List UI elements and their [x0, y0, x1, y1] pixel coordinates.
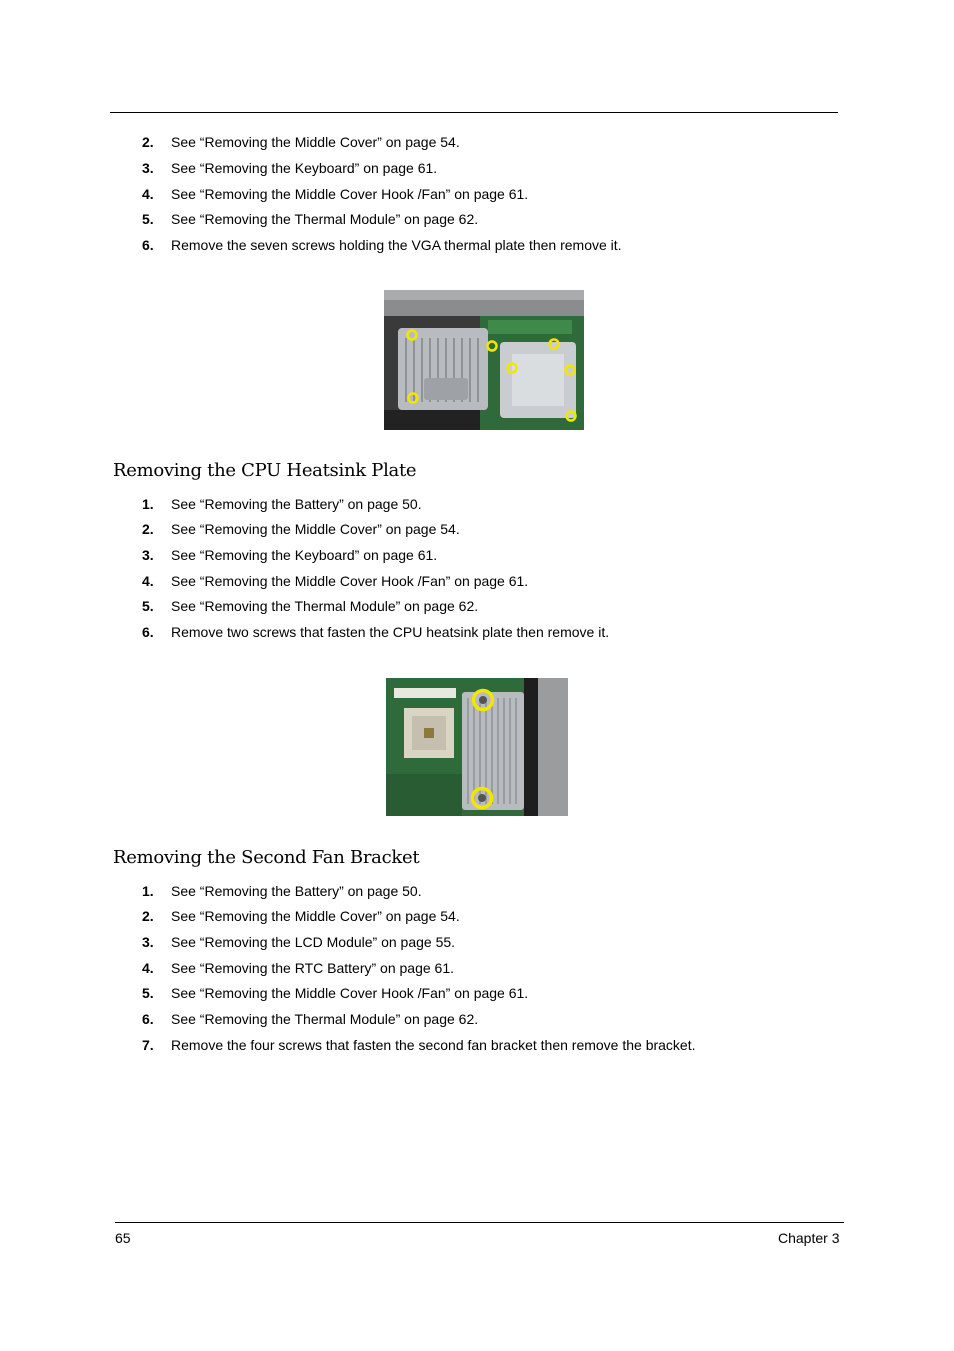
step-number: 3. [142, 934, 154, 950]
step-text: Remove the seven screws holding the VGA thermal plate then remove it. [171, 237, 622, 253]
step-text: See “Removing the Middle Cover” on page 54. [171, 521, 460, 537]
chapter-label: Chapter 3 [778, 1230, 840, 1246]
step-text: See “Removing the Middle Cover Hook /Fan” on page 61. [171, 573, 529, 589]
step-text: See “Removing the Middle Cover Hook /Fan” on page 61. [171, 186, 529, 202]
step-text: See “Removing the Battery” on page 50. [171, 883, 422, 899]
step-number: 2. [142, 908, 154, 924]
step-number: 6. [142, 624, 154, 640]
step-text: See “Removing the Battery” on page 50. [171, 496, 422, 512]
step-number: 4. [142, 960, 154, 976]
cpu-heatsink-plate-photo [386, 678, 568, 816]
step-number: 2. [142, 521, 154, 537]
step-text: See “Removing the Thermal Module” on page 62. [171, 1011, 479, 1027]
step-text: Remove the four screws that fasten the second fan bracket then remove the bracket. [171, 1037, 696, 1053]
page-number: 65 [115, 1230, 131, 1246]
header-rule [110, 112, 838, 113]
section-heading-second-fan-bracket: Removing the Second Fan Bracket [113, 847, 420, 868]
step-number: 1. [142, 496, 154, 512]
step-number: 2. [142, 134, 154, 150]
step-text: See “Removing the Keyboard” on page 61. [171, 547, 438, 563]
step-number: 5. [142, 985, 154, 1001]
step-number: 5. [142, 211, 154, 227]
step-number: 4. [142, 573, 154, 589]
step-number: 7. [142, 1037, 154, 1053]
step-text: See “Removing the Middle Cover” on page 54. [171, 908, 460, 924]
footer-rule [115, 1222, 844, 1223]
step-text: See “Removing the LCD Module” on page 55. [171, 934, 456, 950]
step-number: 4. [142, 186, 154, 202]
step-text: See “Removing the RTC Battery” on page 61. [171, 960, 455, 976]
step-number: 6. [142, 237, 154, 253]
step-text: Remove two screws that fasten the CPU heatsink plate then remove it. [171, 624, 610, 640]
step-text: See “Removing the Thermal Module” on page 62. [171, 598, 479, 614]
step-number: 6. [142, 1011, 154, 1027]
step-text: See “Removing the Middle Cover Hook /Fan” on page 61. [171, 985, 529, 1001]
step-number: 1. [142, 883, 154, 899]
vga-thermal-plate-photo [384, 290, 584, 430]
step-number: 5. [142, 598, 154, 614]
step-text: See “Removing the Middle Cover” on page 54. [171, 134, 460, 150]
step-text: See “Removing the Keyboard” on page 61. [171, 160, 438, 176]
step-text: See “Removing the Thermal Module” on page 62. [171, 211, 479, 227]
step-number: 3. [142, 547, 154, 563]
section-heading-cpu-heatsink: Removing the CPU Heatsink Plate [113, 460, 417, 481]
step-number: 3. [142, 160, 154, 176]
